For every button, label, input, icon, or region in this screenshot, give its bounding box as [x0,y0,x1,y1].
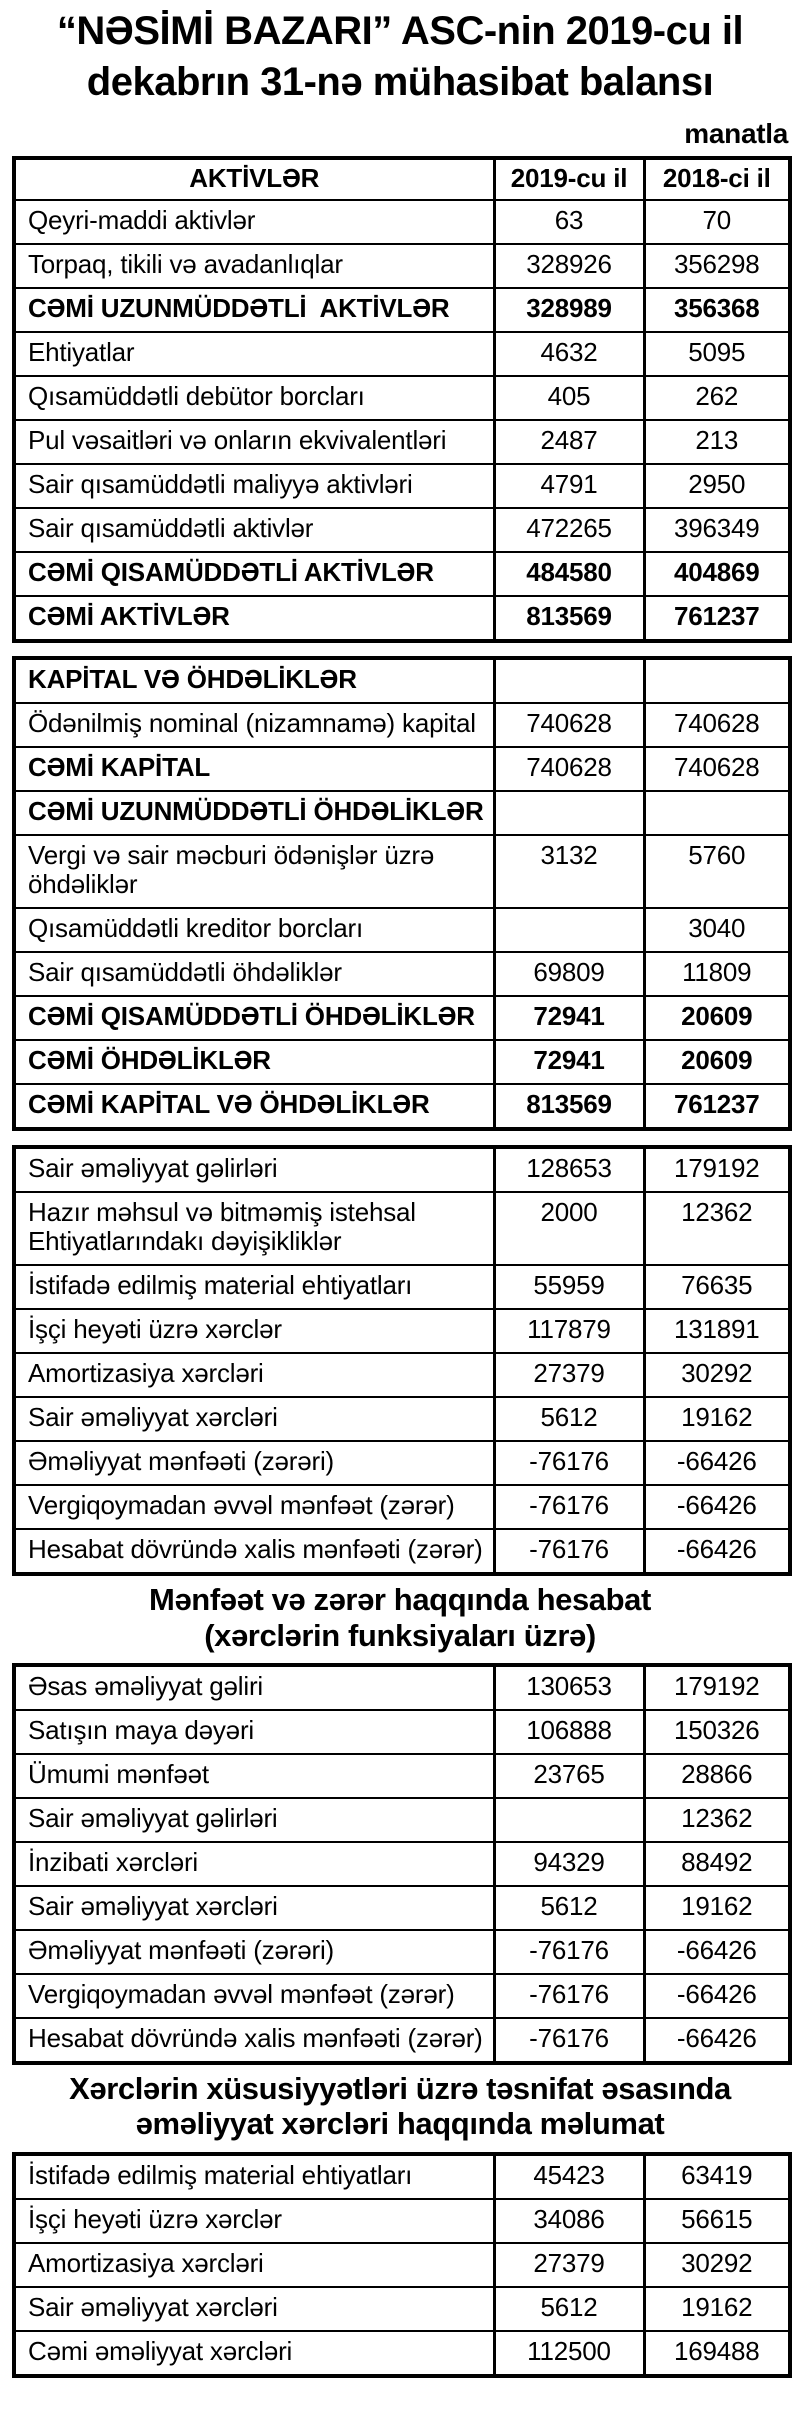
value-2018: -66426 [644,2018,790,2063]
value-2019 [494,1798,644,1842]
value-2018: 740628 [644,703,790,747]
value-2019: 484580 [494,552,644,596]
table-row [14,1353,790,1397]
row-label: Vergi və sair məcburi ödənişlər üzrə öhdəliklər [14,835,494,908]
table-row [14,1930,790,1974]
value-2019: 328926 [494,244,644,288]
value-2018: 2950 [644,464,790,508]
value-2019: 130653 [494,1665,644,1710]
table-row [14,1265,790,1309]
section-heading-expenses-by-nature [10,2071,790,2142]
value-2018: 356368 [644,288,790,332]
table-row [14,1710,790,1754]
row-label: Amortizasiya xərcləri [14,1353,494,1397]
table-row [14,464,790,508]
table-menfeet-zerer-xercler-tesnifati [12,1145,792,1576]
value-2018: 262 [644,376,790,420]
row-label: Amortizasiya xərcləri [14,2243,494,2287]
row-label: Sair əməliyyat gəlirləri [14,1147,494,1192]
value-2018: 20609 [644,996,790,1040]
value-2018: 30292 [644,2243,790,2287]
row-label: Torpaq, tikili və avadanlıqlar [14,244,494,288]
table-row [14,2331,790,2376]
value-2019: 4791 [494,464,644,508]
value-2018: 761237 [644,596,790,641]
value-2019: -76176 [494,2018,644,2063]
table-row [14,1040,790,1084]
value-2018: 213 [644,420,790,464]
page-title-line2: dekabrın 31-nə mühasibat balansı [86,60,714,105]
table-row [14,1842,790,1886]
section-heading-profit-loss-by-function [10,1582,790,1653]
table-row [14,420,790,464]
table-row [14,2199,790,2243]
row-label: Qısamüddətli debütor borcları [14,376,494,420]
row-label: CƏMİ UZUNMÜDDƏTLİ ÖHDƏLİKLƏR [14,791,494,835]
value-2019: 472265 [494,508,644,552]
value-2018: -66426 [644,1974,790,2018]
value-2018: 179192 [644,1665,790,1710]
table-row [14,747,790,791]
heading-line2: əməliyyat xərcləri haqqında məlumat [135,2106,665,2142]
value-2018 [644,658,790,703]
row-label: İstifadə edilmiş material ehtiyatları [14,2154,494,2199]
table-row [14,835,790,908]
table-emeliyyat-xercleri-melumat [12,2152,792,2378]
value-2018: 5095 [644,332,790,376]
row-label: Sair əməliyyat xərcləri [14,1397,494,1441]
value-2019: 740628 [494,703,644,747]
table-row [14,508,790,552]
table-row [14,1974,790,2018]
table-row [14,376,790,420]
value-2019: -76176 [494,1485,644,1529]
column-header-0: AKTİVLƏR [14,158,494,200]
value-2019: 3132 [494,835,644,908]
value-2018: 30292 [644,1353,790,1397]
value-2019: 106888 [494,1710,644,1754]
page-title-line1: “NƏSİMİ BAZARI” ASC-nin 2019-cu il [56,9,744,53]
row-label: Ödənilmiş nominal (nizamnamə) kapital [14,703,494,747]
table-row [14,1309,790,1353]
value-2019: 27379 [494,2243,644,2287]
value-2018: 19162 [644,1397,790,1441]
heading-line2: (xərclərin funksiyaları üzrə) [204,1617,596,1653]
page-title [10,6,790,108]
value-2018: 12362 [644,1192,790,1265]
table-row [14,1192,790,1265]
table-aktivler [12,156,792,643]
table-row [14,1397,790,1441]
value-2018: -66426 [644,1529,790,1574]
value-2019: 405 [494,376,644,420]
table-row [14,200,790,244]
value-2019: 27379 [494,1353,644,1397]
heading-line1: Mənfəət və zərər haqqında hesabat [149,1582,651,1618]
row-label: Vergiqoymadan əvvəl mənfəət (zərər) [14,1974,494,2018]
row-label: İşçi heyəti üzrə xərclər [14,2199,494,2243]
value-2018: 20609 [644,1040,790,1084]
row-label: Sair əməliyyat xərcləri [14,2287,494,2331]
value-2019: 72941 [494,1040,644,1084]
row-label: CƏMİ AKTİVLƏR [14,596,494,641]
value-2018: 88492 [644,1842,790,1886]
value-2019: -76176 [494,1529,644,1574]
table-row [14,658,790,703]
row-label: İşçi heyəti üzrə xərclər [14,1309,494,1353]
table-row [14,332,790,376]
value-2019: 69809 [494,952,644,996]
value-2018 [644,791,790,835]
row-label: Vergiqoymadan əvvəl mənfəət (zərər) [14,1485,494,1529]
table-row [14,2243,790,2287]
header-row [14,158,790,200]
value-2018: 740628 [644,747,790,791]
equity-liabilities-table-host [12,656,788,1131]
value-2019 [494,791,644,835]
value-2019: 5612 [494,1397,644,1441]
value-2019: -76176 [494,1930,644,1974]
value-2019: 740628 [494,747,644,791]
row-label: CƏMİ KAPİTAL [14,747,494,791]
assets-table-host [12,156,788,643]
value-2019: 2000 [494,1192,644,1265]
table-row [14,1147,790,1192]
row-label: Ehtiyatlar [14,332,494,376]
table-row [14,288,790,332]
value-2019: 4632 [494,332,644,376]
profit-loss-by-function-table-host [12,1663,788,2065]
row-label: CƏMİ UZUNMÜDDƏTLİ AKTİVLƏR [14,288,494,332]
unit-label: manatla [684,118,788,150]
row-label: Hazır məhsul və bitməmiş istehsal Ehtiyatlarındakı dəyişikliklər [14,1192,494,1265]
row-label: Qısamüddətli kreditor borcları [14,908,494,952]
table-row [14,1441,790,1485]
table-row [14,2154,790,2199]
table-row [14,2287,790,2331]
row-label: Əməliyyat mənfəəti (zərəri) [14,1930,494,1974]
table-row [14,908,790,952]
operating-expenses-table-host [12,2152,788,2378]
heading-line1: Xərclərin xüsusiyyətləri üzrə təsnifat əsasında [69,2071,731,2107]
row-label: Əsas əməliyyat gəliri [14,1665,494,1710]
value-2019: 45423 [494,2154,644,2199]
table-row [14,1886,790,1930]
value-2019: 328989 [494,288,644,332]
column-header-1: 2019-cu il [494,158,644,200]
table-row [14,244,790,288]
value-2019: 813569 [494,1084,644,1129]
value-2018: 761237 [644,1084,790,1129]
value-2018: 131891 [644,1309,790,1353]
table-menfeet-zerer-funksiyalar-uzre [12,1663,792,2065]
value-2018: 56615 [644,2199,790,2243]
value-2018: 150326 [644,1710,790,1754]
value-2018: 63419 [644,2154,790,2199]
value-2019: 55959 [494,1265,644,1309]
profit-loss-by-nature-table-host [12,1145,788,1576]
column-header-2: 2018-ci il [644,158,790,200]
value-2019: -76176 [494,1441,644,1485]
value-2019: 128653 [494,1147,644,1192]
value-2018: 356298 [644,244,790,288]
value-2018: 396349 [644,508,790,552]
table-row [14,596,790,641]
row-label: Sair əməliyyat xərcləri [14,1886,494,1930]
row-label: CƏMİ QISAMÜDDƏTLİ AKTİVLƏR [14,552,494,596]
value-2019: 813569 [494,596,644,641]
row-label: CƏMİ QISAMÜDDƏTLİ ÖHDƏLİKLƏR [14,996,494,1040]
table-kapital-ve-ohdelikler [12,656,792,1131]
table-row [14,2018,790,2063]
value-2018: 11809 [644,952,790,996]
value-2018: 28866 [644,1754,790,1798]
value-2018: 76635 [644,1265,790,1309]
value-2018: 5760 [644,835,790,908]
row-label: CƏMİ KAPİTAL VƏ ÖHDƏLİKLƏR [14,1084,494,1129]
value-2019: 5612 [494,2287,644,2331]
value-2019: -76176 [494,1974,644,2018]
value-2019: 34086 [494,2199,644,2243]
value-2018: 179192 [644,1147,790,1192]
value-2019 [494,908,644,952]
table-row [14,996,790,1040]
value-2018: 404869 [644,552,790,596]
table-row [14,1485,790,1529]
table-row [14,552,790,596]
value-2019: 117879 [494,1309,644,1353]
row-label: KAPİTAL VƏ ÖHDƏLİKLƏR [14,658,494,703]
row-label: CƏMİ ÖHDƏLİKLƏR [14,1040,494,1084]
row-label: Sair qısamüddətli öhdəliklər [14,952,494,996]
row-label: Satışın maya dəyəri [14,1710,494,1754]
value-2019 [494,658,644,703]
table-row [14,1084,790,1129]
row-label: Cəmi əməliyyat xərcləri [14,2331,494,2376]
table-row [14,703,790,747]
value-2019: 5612 [494,1886,644,1930]
table-row [14,791,790,835]
value-2018: 12362 [644,1798,790,1842]
row-label: İnzibati xərcləri [14,1842,494,1886]
value-2019: 112500 [494,2331,644,2376]
value-2018: -66426 [644,1485,790,1529]
value-2019: 23765 [494,1754,644,1798]
value-2018: 19162 [644,1886,790,1930]
row-label: Hesabat dövründə xalis mənfəəti (zərər) [14,1529,494,1574]
row-label: Hesabat dövründə xalis mənfəəti (zərər) [14,2018,494,2063]
value-2019: 2487 [494,420,644,464]
table-row [14,1529,790,1574]
row-label: Ümumi mənfəət [14,1754,494,1798]
value-2018: 19162 [644,2287,790,2331]
value-2018: 70 [644,200,790,244]
value-2018: -66426 [644,1930,790,1974]
row-label: Sair qısamüddətli maliyyə aktivləri [14,464,494,508]
table-row [14,1665,790,1710]
value-2018: 169488 [644,2331,790,2376]
row-label: Sair qısamüddətli aktivlər [14,508,494,552]
table-row [14,1754,790,1798]
value-2018: 3040 [644,908,790,952]
row-label: Qeyri-maddi aktivlər [14,200,494,244]
table-row [14,952,790,996]
row-label: Əməliyyat mənfəəti (zərəri) [14,1441,494,1485]
row-label: İstifadə edilmiş material ehtiyatları [14,1265,494,1309]
row-label: Pul vəsaitləri və onların ekvivalentləri [14,420,494,464]
value-2019: 94329 [494,1842,644,1886]
value-2019: 72941 [494,996,644,1040]
value-2018: -66426 [644,1441,790,1485]
table-row [14,1798,790,1842]
row-label: Sair əməliyyat gəlirləri [14,1798,494,1842]
value-2019: 63 [494,200,644,244]
